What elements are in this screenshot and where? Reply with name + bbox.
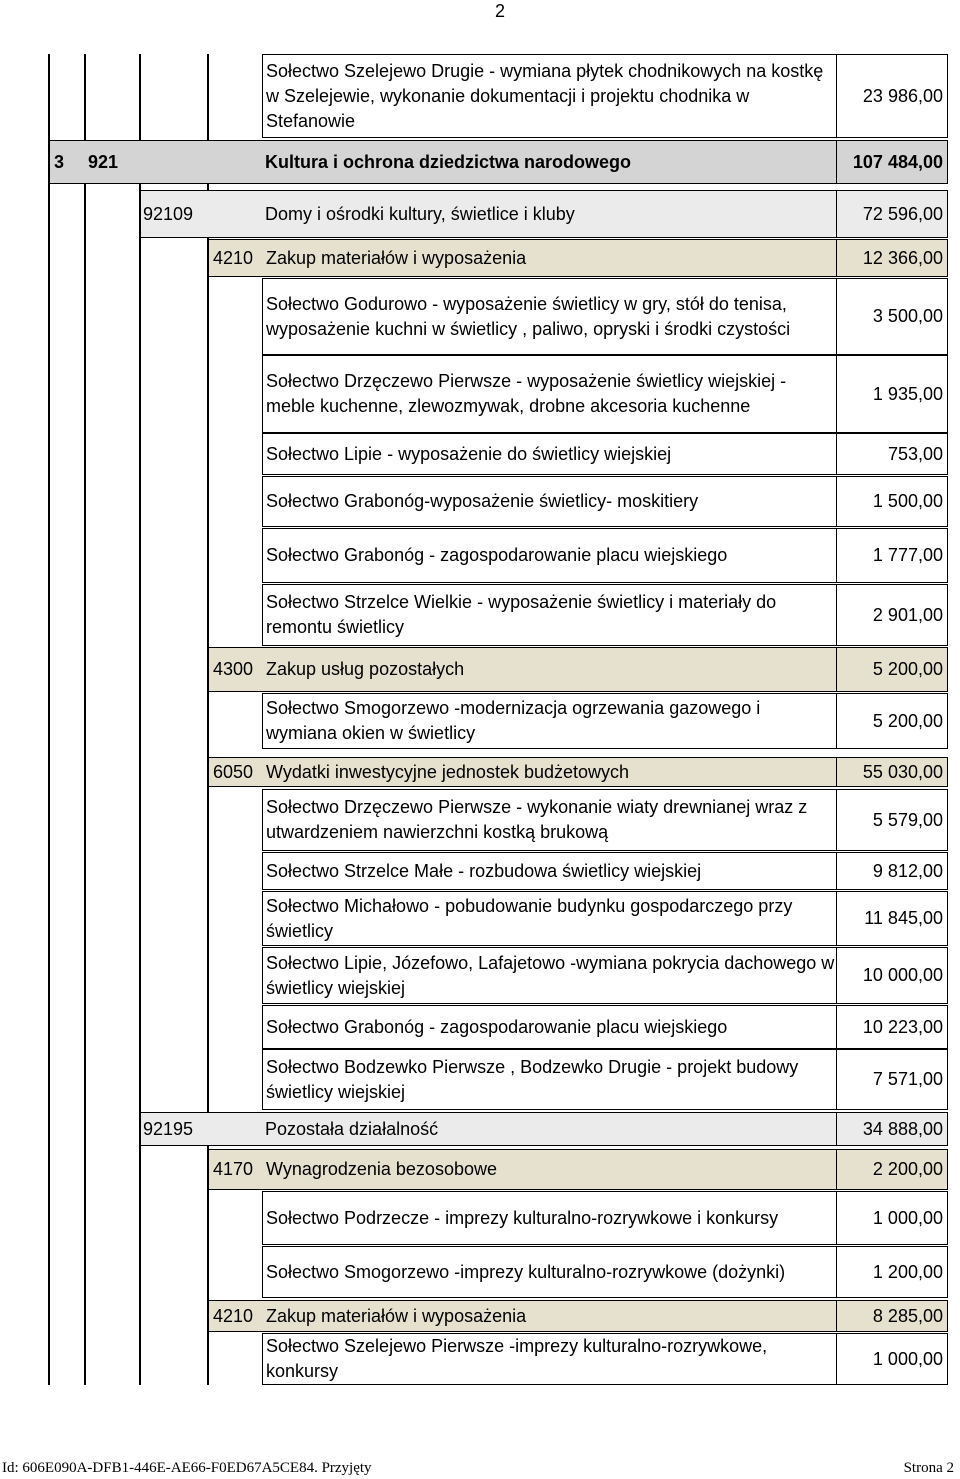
row-amount: 3 500,00 [872, 306, 943, 326]
row-amount: 11 845,00 [864, 908, 943, 928]
table-row [262, 1246, 948, 1298]
row-description: Sołectwo Smogorzewo -modernizacja ogrzewania gazowego i wymiana okien w świetlicy [263, 694, 837, 748]
table-row [262, 584, 948, 646]
row-description: Sołectwo Grabonóg-wyposażenie świetlicy- moskitiery [263, 477, 837, 526]
row-description: Wynagrodzenia bezosobowe [263, 1150, 837, 1189]
row-amount: 1 000,00 [872, 1348, 943, 1369]
table-row [262, 1191, 948, 1245]
section-row [140, 1112, 948, 1146]
row-amount: 2 901,00 [872, 604, 943, 625]
row-amount: 2 200,00 [872, 1159, 943, 1179]
row-description: Domy i ośrodki kultury, świetlice i kluby [262, 191, 837, 237]
account-row [208, 1149, 948, 1190]
row-amount: 10 223,00 [862, 1016, 943, 1037]
table-row [262, 355, 948, 433]
table-row [262, 1005, 948, 1049]
row-description: Sołectwo Lipie - wyposażenie do świetlicy wiejskiej [263, 434, 837, 474]
account-row [208, 757, 948, 787]
row-amount: 1 500,00 [872, 491, 943, 511]
table-rule-left [48, 54, 50, 1385]
account-code: 4210 [213, 247, 254, 268]
chapter-code: 921 [88, 151, 119, 172]
row-amount: 34 888,00 [862, 1118, 943, 1139]
document-id: Id: 606E090A-DFB1-446E-AE66-F0ED67A5CE84. Przyjęty [2, 1460, 372, 1476]
row-description: Sołectwo Lipie, Józefowo, Lafajetowo -wymiana pokrycia dachowego w świetlicy wiejskiej [263, 948, 837, 1003]
account-row [208, 239, 948, 277]
row-amount: 1 200,00 [872, 1261, 943, 1282]
row-amount: 72 596,00 [862, 203, 943, 224]
row-description: Pozostała działalność [262, 1113, 837, 1145]
table-row [262, 476, 948, 527]
row-amount: 1 000,00 [872, 1207, 943, 1228]
row-description: Kultura i ochrona dziedzictwa narodowego [262, 141, 837, 183]
row-description: Sołectwo Strzelce Wielkie - wyposażenie świetlicy i materiały do remontu świetlicy [263, 585, 837, 645]
account-code: 6050 [213, 761, 254, 782]
section-code: 92109 [143, 203, 194, 224]
row-description: Sołectwo Podrzecze - imprezy kulturalno-rozrywkowe i konkursy [263, 1192, 837, 1244]
table-rule-code [139, 54, 141, 1385]
row-description: Zakup usług pozostałych [263, 648, 837, 691]
row-amount: 7 571,00 [872, 1069, 943, 1089]
row-description: Sołectwo Szelejewo Drugie - wymiana płytek chodnikowych na kostkę w Szelejewie, wykonanie dokumentacji i projektu chodnika w Stefanowie [263, 55, 837, 137]
row-description: Sołectwo Godurowo - wyposażenie świetlicy w gry, stół do tenisa, wyposażenie kuchni w świetlicy , paliwo, opryski i środki czystości [263, 279, 837, 354]
category-row [49, 140, 948, 184]
row-description: Sołectwo Smogorzewo -imprezy kulturalno-rozrywkowe (dożynki) [263, 1247, 837, 1297]
row-amount: 10 000,00 [862, 965, 943, 985]
row-description: Sołectwo Michałowo - pobudowanie budynku gospodarczego przy świetlicy [263, 892, 837, 945]
table-row [262, 693, 948, 749]
row-description: Zakup materiałów i wyposażenia [263, 240, 837, 276]
row-amount: 55 030,00 [862, 761, 943, 782]
table-row [262, 1333, 948, 1385]
account-row [208, 1300, 948, 1332]
table-row [262, 528, 948, 583]
row-description: Sołectwo Grabonóg - zagospodarowanie placu wiejskiego [263, 529, 837, 582]
row-amount: 5 200,00 [872, 710, 943, 731]
row-amount: 9 812,00 [872, 860, 943, 881]
table-row [262, 947, 948, 1004]
table-row [262, 278, 948, 355]
row-amount: 5 579,00 [872, 809, 943, 830]
section-code: 92195 [143, 1118, 194, 1139]
table-row [262, 891, 948, 946]
table-rule-num [84, 54, 86, 1385]
table-row [262, 54, 948, 138]
account-code: 4300 [213, 659, 254, 679]
account-row [208, 647, 948, 692]
row-description: Sołectwo Szelejewo Pierwsze -imprezy kulturalno-rozrywkowe, konkursy [263, 1334, 837, 1384]
table-row [262, 1049, 948, 1110]
row-amount: 12 366,00 [862, 247, 943, 268]
account-code: 4170 [213, 1159, 254, 1179]
page-footer: Strona 2 [903, 1460, 954, 1476]
row-description: Sołectwo Grabonóg - zagospodarowanie placu wiejskiego [263, 1006, 837, 1048]
row-amount: 1 935,00 [872, 383, 943, 404]
section-number: 3 [54, 151, 65, 172]
row-amount: 753,00 [887, 443, 943, 464]
row-description: Sołectwo Strzelce Małe - rozbudowa świetlicy wiejskiej [263, 853, 837, 889]
row-amount: 1 777,00 [872, 545, 943, 565]
page-number: 2 [494, 1, 505, 21]
row-amount: 8 285,00 [872, 1305, 943, 1326]
account-code: 4210 [213, 1305, 254, 1326]
row-description: Wydatki inwestycyjne jednostek budżetowych [263, 758, 837, 786]
row-description: Sołectwo Drzęczewo Pierwsze - wykonanie wiaty drewnianej wraz z utwardzeniem nawierzchni kostką brukową [263, 790, 837, 850]
row-amount: 107 484,00 [852, 151, 943, 172]
row-description: Sołectwo Drzęczewo Pierwsze - wyposażenie świetlicy wiejskiej - meble kuchenne, zlewozmywak, drobne akcesoria kuchenne [263, 356, 837, 432]
table-row [262, 852, 948, 890]
row-amount: 5 200,00 [872, 659, 943, 679]
row-description: Zakup materiałów i wyposażenia [263, 1301, 837, 1331]
section-row [140, 190, 948, 238]
row-description: Sołectwo Bodzewko Pierwsze , Bodzewko Drugie - projekt budowy świetlicy wiejskiej [263, 1050, 837, 1109]
row-amount: 23 986,00 [862, 85, 943, 106]
table-row [262, 433, 948, 475]
table-row [262, 789, 948, 851]
